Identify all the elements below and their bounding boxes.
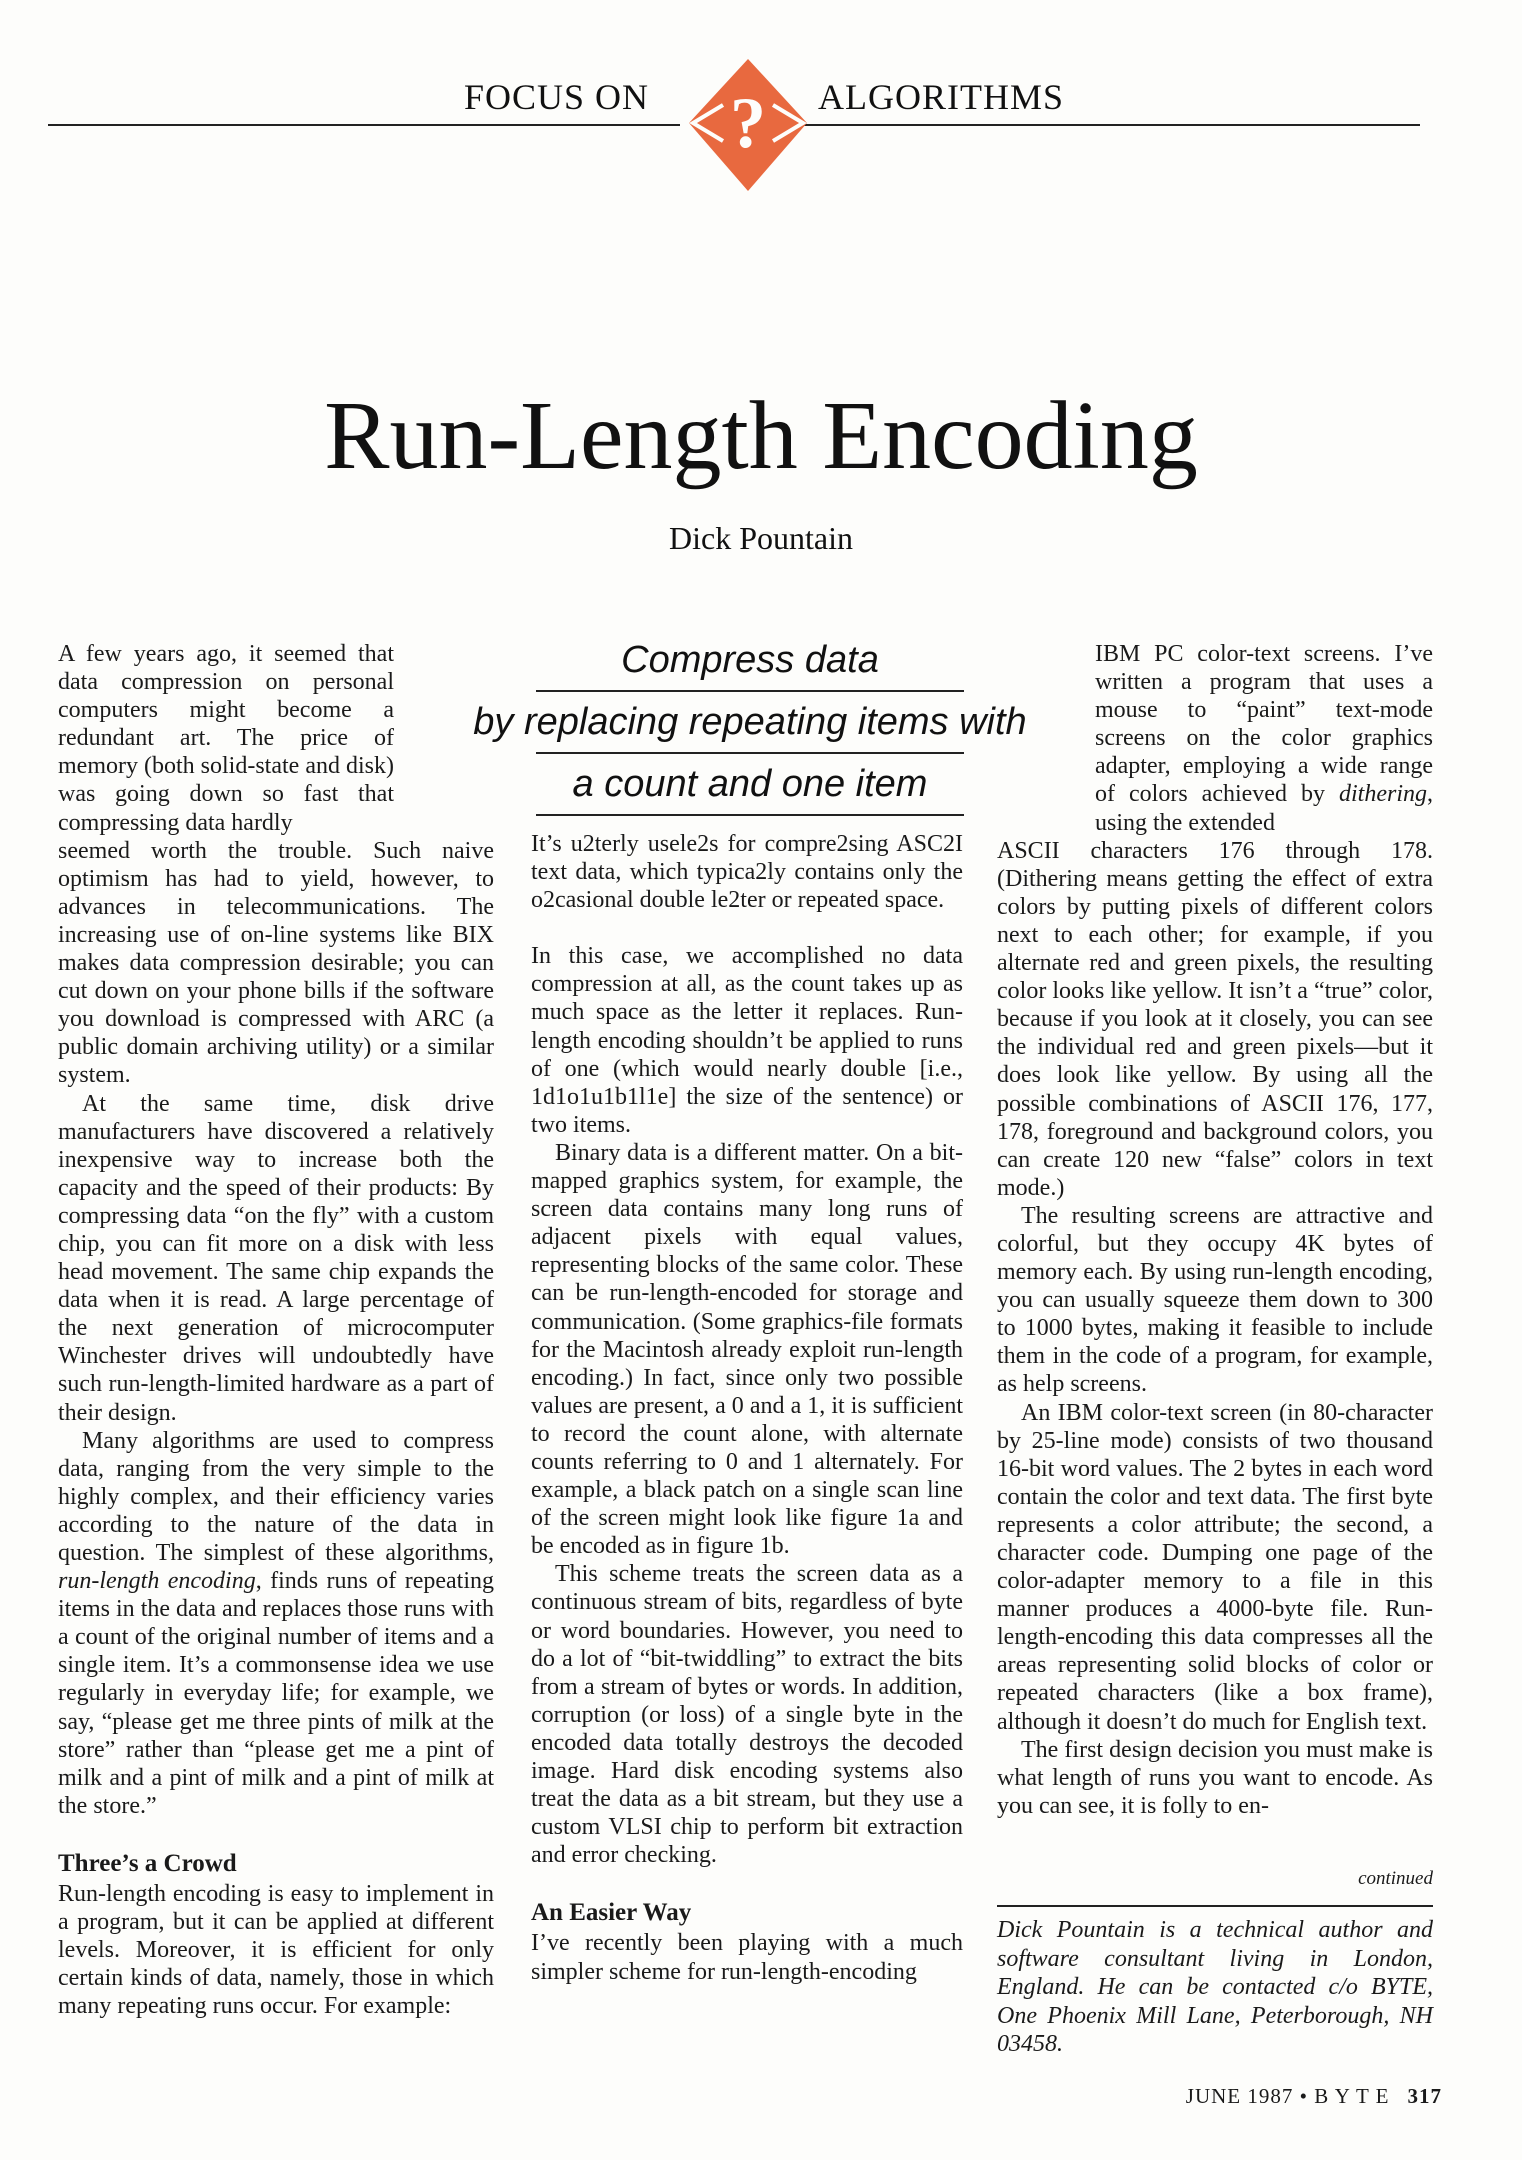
col3-lead-continuation: ASCII characters 176 through 178. (Dithering means getting the effect of extra colors by putting pixels of different colors next to each other; for example, if you alternate red and green pixels, the resulting color looks like yellow. It isn’t a “true” color, because if you look at it closely, you can see the individual red and green pixels—but it does look like yellow. By using all the possible combinations of ASCII 176, 177, 178, foreground and background colors, you can create 120 new “false” colors in text mode.): [997, 837, 1433, 1201]
pull-quote: [420, 630, 1080, 816]
header-algorithms: ALGORITHMS: [818, 77, 1065, 117]
header-focus-on: FOCUS ON: [464, 77, 650, 117]
footer-issue: JUNE 1987 • B Y T E: [1185, 2084, 1390, 2108]
col1-lead-continuation: seemed worth the trouble. Such naive optimism has had to yield, however, to advances in telecommunications. The increasing use of on-line systems like BIX makes data compression desirable; you can cut down on your phone bills if the software you download is compressed with ARC (a public domain archiving utility) or a similar system.: [58, 837, 494, 1089]
column-2: [531, 830, 963, 1986]
run-length-encoding-term: run-length encoding: [58, 1568, 256, 1595]
logo-question-mark: ?: [730, 83, 766, 163]
col2-paragraph: This scheme treats the screen data as a continuous stream of bits, regardless of byte or word boundaries. However, you need to do a lot of “bit-twiddling” to extract the bits from a stream of bytes or words. In addition, corruption (or loss) of a single byte in the encoded data totally destroys the decoded image. Hard disk encoding systems also treat the data as a bit stream, but they use a custom VLSI chip to perform bit extraction and error checking.: [531, 1561, 963, 1869]
col1-p3-text-after: , finds runs of repeating items in the data and replaces those runs with a count of the original number of items and a single item. It’s a commonsense idea we use regularly in everyday life; for example, we say, “please get me three pints of milk at the store” rather than “please get me a pint of milk and a pint of milk and a pint of milk at the store.”: [58, 1568, 495, 1819]
author-bio: Dick Pountain is a technical author and software consultant living in London, England. He can be contacted c/o BYTE, One Phoenix Mill Lane, Peterborough, NH 03458.: [997, 1917, 1433, 2057]
col2-gap: [531, 914, 963, 942]
col3-lead-after: , using the extended: [1095, 781, 1434, 836]
subhead-threes-a-crowd: Three’s a Crowd: [58, 1849, 237, 1877]
col1-paragraph: Run-length encoding is easy to implement in a program, but it can be applied at different levels. Moreover, it is efficient for only certain kinds of data, namely, those in which many repeating runs occur. For example:: [58, 1881, 494, 2020]
col1-paragraph: At the same time, disk drive manufacturers have discovered a relatively inexpensive way to increase both the capacity and the speed of their products: By compressing data “on the fly” with a custom chip, you can fit more on a disk with less head movement. The same chip expands the data when it is read. A large percentage of the next generation of microcomputer Winchester drives will undoubtedly have such run-length-limited hardware as a part of their design.: [58, 1090, 494, 1426]
col3-paragraph: The resulting screens are attractive and colorful, but they occupy 4K bytes of memory each. By using run-length encoding, you can usually squeeze them down to 300 to 1000 bytes, making it feasible to include them in the code of a program, for example, as help screens.: [997, 1202, 1433, 1398]
header-rule-right: [800, 124, 1420, 126]
col3-lead-text: IBM PC color-text screens. I’ve written a program that uses a mouse to “paint” text-mode screens on the color graphics adapter, employing a wide range of colors achieved by: [1095, 641, 1433, 808]
col3-lead-paragraph: [1095, 640, 1433, 837]
pull-quote-line: Compress data: [621, 639, 879, 681]
pull-quote-rule: [536, 814, 964, 816]
article-title: Run-Length Encoding: [324, 382, 1198, 490]
focus-on-logo-icon: [683, 55, 813, 195]
col3-paragraph: The first design decision you must make is what length of runs you want to encode. As you can see, it is folly to en-: [997, 1736, 1433, 1819]
page-footer: [1186, 2084, 1442, 2109]
dithering-term: dithering: [1339, 781, 1428, 808]
col3-paragraph: An IBM color-text screen (in 80-character by 25-line mode) consists of two thousand 16-bit word values. The 2 bytes in each word contain the color and text data. The first byte represents a color attribute; the second, a character code. Dumping one page of the color-adapter memory to a file in this manner produces a 4000-byte file. Run-length-encoding this data compresses all the areas representing solid blocks of color or repeated characters (like a box frame), although it doesn’t do much for English text.: [997, 1399, 1433, 1735]
col1-p3-text: Many algorithms are used to compress data, ranging from the very simple to the highly complex, and their efficiency varies according to the nature of the data in question. The simplest of these algorithms,: [58, 1427, 494, 1566]
continued-label: continued: [1358, 1868, 1433, 1889]
subhead-an-easier-way: An Easier Way: [531, 1899, 692, 1927]
column-1: [58, 640, 494, 2021]
col2-paragraph: I’ve recently been playing with a much simpler scheme for run-length-encoding: [531, 1930, 963, 1985]
page-number: 317: [1407, 2084, 1442, 2108]
column-3: [997, 640, 1433, 1820]
pull-quote-line: a count and one item: [572, 763, 928, 805]
col2-paragraph: Binary data is a different matter. On a bit-mapped graphics system, for example, the screen data contains many long runs of adjacent pixels with equal values, representing blocks of the same color. These can be run-length-encoded for storage and communication. (Some graphics-file formats for the Macintosh already exploit run-length encoding.) In fact, since only two possible values are present, a 0 and a 1, it is sufficient to record the count alone, with alternate counts referring to 0 and 1 alternately. For example, a black patch on a single scan line of the screen might look like figure 1a and be encoded as in figure 1b.: [531, 1139, 963, 1560]
header-rule-left: [48, 124, 680, 126]
article-author: Dick Pountain: [669, 520, 853, 556]
pull-quote-line: by replacing repeating items with: [473, 701, 1027, 743]
col2-paragraph: In this case, we accomplished no data compression at all, as the count takes up as much space as the letter it replaces. Run-length encoding shouldn’t be applied to runs of one (which would nearly double [i.e., 1d1o1u1b1l1e] the size of the sentence) or two items.: [531, 943, 963, 1138]
col1-lead-paragraph: A few years ago, it seemed that data compression on personal computers might become a redundant art. The price of memory (both solid-state and disk) was going down so fast that compressing data hardly: [58, 641, 394, 836]
bio-rule: [997, 1905, 1433, 1907]
col1-paragraph: [58, 1427, 494, 1820]
col2-example-text: It’s u2terly usele2s for compre2sing ASC2I text data, which typica2ly contains only the o2casional double le2ter or repeated space.: [531, 831, 963, 914]
